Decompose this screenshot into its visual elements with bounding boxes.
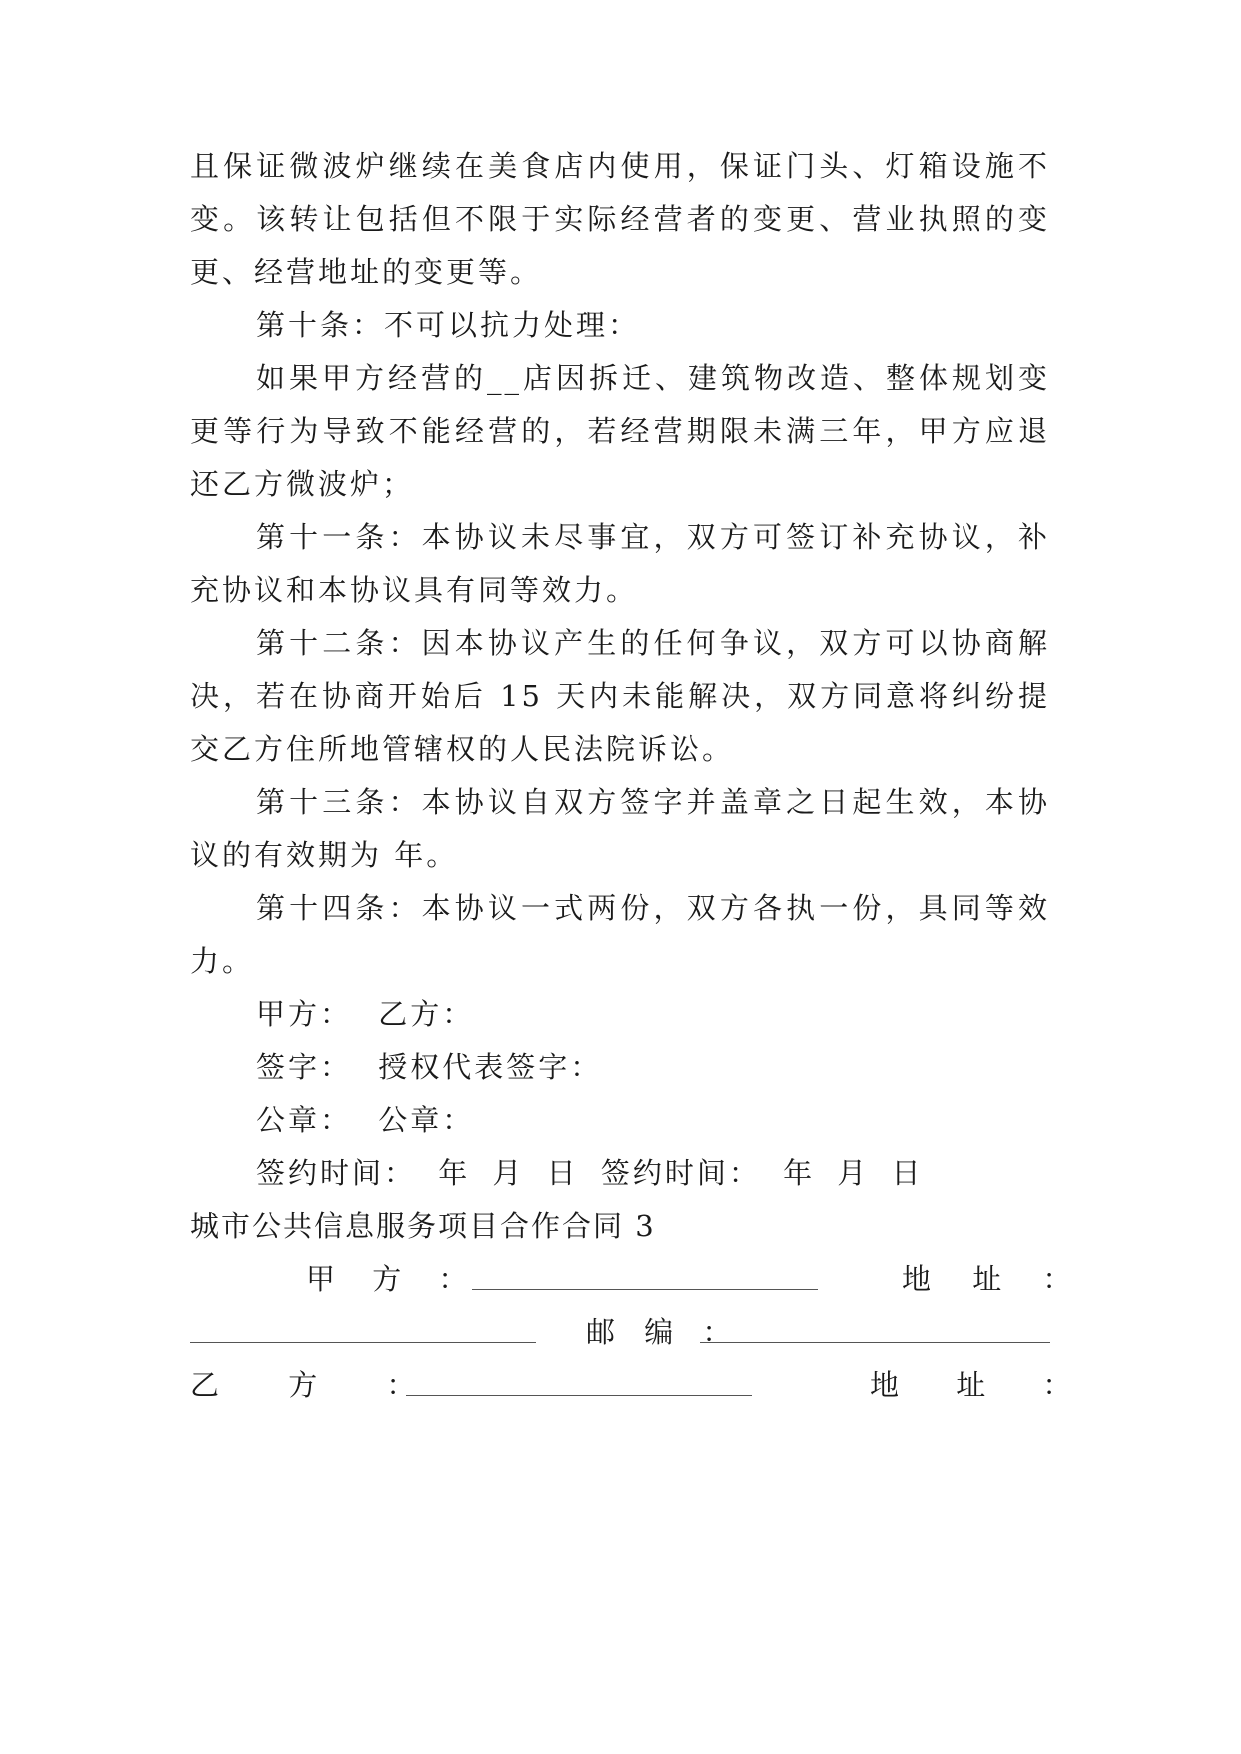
paragraph-line: 力。 — [190, 944, 255, 978]
paragraph-line: 变。该转让包括但不限于实际经营者的变更、营业执照的变 — [190, 202, 1050, 236]
paragraph-line: 且保证微波炉继续在美食店内使用，保证门头、灯箱设施不 — [190, 149, 1050, 183]
paragraph-line: 更、经营地址的变更等。 — [190, 255, 543, 289]
party-a-label: 甲 方 ： — [306, 1262, 482, 1296]
party-b-row — [190, 1365, 1096, 1405]
article-10-title: 第十条：不可以抗力处理： — [256, 308, 641, 342]
postcode-row — [190, 1312, 1050, 1352]
paragraph-line: 交乙方住所地管辖权的人民法院诉讼。 — [190, 732, 735, 766]
paragraph-line: 更等行为导致不能经营的，若经营期限未满三年，甲方应退 — [190, 414, 1050, 448]
date-line: 签约时间： 年 月 日 签约时间： 年 月 日 — [256, 1156, 924, 1190]
article-11: 第十一条：本协议未尽事宜，双方可签订补充协议，补 — [256, 520, 1050, 554]
party-line: 甲方： 乙方： — [256, 997, 475, 1031]
paragraph-line: 还乙方微波炉； — [190, 467, 415, 501]
article-14: 第十四条：本协议一式两份，双方各执一份，具同等效 — [256, 891, 1050, 925]
address-label-2: 地 址 ： — [870, 1368, 1096, 1402]
party-a-blank — [472, 1289, 818, 1290]
paragraph-line: 如果甲方经营的__店因拆迁、建筑物改造、整体规划变 — [256, 361, 1050, 395]
article-12: 第十二条：因本协议产生的任何争议，双方可以协商解 — [256, 626, 1050, 660]
party-b-blank — [406, 1395, 752, 1396]
address-label-1: 地 址 ： — [902, 1262, 1088, 1296]
party-b-label: 乙 方 ： — [190, 1368, 446, 1402]
address-blank-1 — [190, 1342, 536, 1343]
sign-line: 签字： 授权代表签字： — [256, 1050, 603, 1084]
seal-line: 公章： 公章： — [256, 1103, 475, 1137]
article-13: 第十三条：本协议自双方签字并盖章之日起生效，本协 — [256, 785, 1050, 819]
postcode-label: 邮 编 ： — [586, 1315, 742, 1349]
contract-title: 城市公共信息服务项目合作合同 3 — [190, 1209, 656, 1243]
paragraph-line: 决，若在协商开始后 15 天内未能解决，双方同意将纠纷提 — [190, 679, 1050, 713]
paragraph-line: 议的有效期为 年。 — [190, 838, 459, 872]
paragraph-line: 充协议和本协议具有同等效力。 — [190, 573, 639, 607]
postcode-blank — [700, 1342, 1050, 1343]
party-a-row — [190, 1259, 1088, 1299]
